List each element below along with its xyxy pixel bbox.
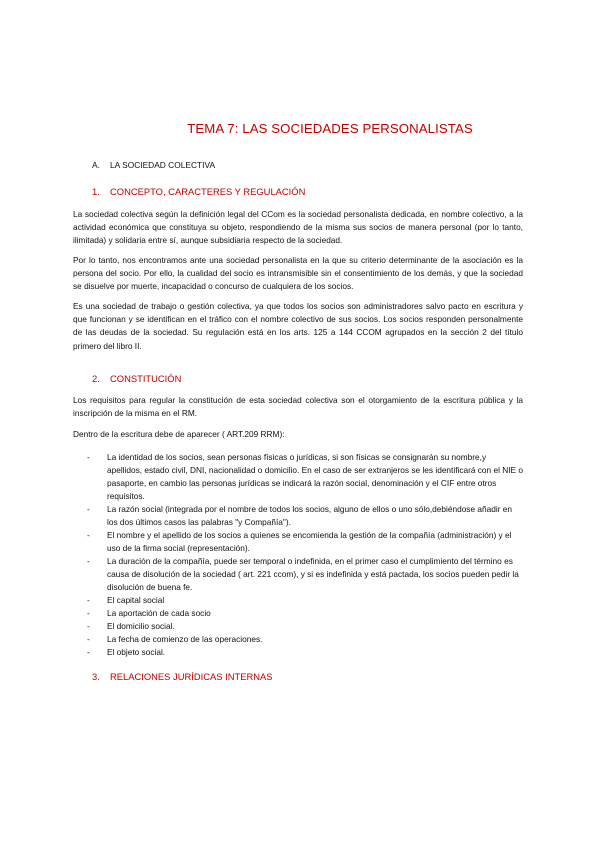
section-title: CONCEPTO, CARACTERES Y REGULACIÓN — [110, 186, 306, 197]
list-item-text: El objeto social. — [107, 647, 166, 657]
list-item — [87, 594, 523, 607]
list-item — [87, 646, 523, 659]
section-number: 3. — [92, 671, 100, 682]
list-item — [87, 620, 523, 633]
list-item-text: La aportación de cada socio — [107, 608, 211, 618]
list-item-text: La razón social (integrada por el nombre de todos los socios, alguno de ellos o uno sólo,debiéndose añadir en los dos últimos casos las palabras "y Compañía"). — [107, 504, 512, 527]
list-item — [87, 503, 523, 529]
bullet-dash: - — [87, 504, 90, 514]
list-item-text: El nombre y el apellido de los socios a quienes se encomienda la gestión de la compañía (administración) y el uso de la firma social (representación). — [107, 530, 512, 553]
paragraph: Dentro de la escritura debe de aparecer ( ART.209 RRM): — [73, 429, 285, 439]
paragraph: Por lo tanto, nos encontramos ante una sociedad personalista en la que su criterio determinante de la asociación es la persona del socio. Por ello, la cualidad del socio es intransmisible sin el consentimiento de los demás, y que la sociedad se disuelve por muerte, incapacidad o concurso de cualquiera de los socios. — [73, 255, 523, 292]
subsection-label: LA SOCIEDAD COLECTIVA — [110, 160, 216, 170]
list-item-text: La duración de la compañía, puede ser temporal o indefinida, en el primer caso el cumplimiento del término es causa de disolución de la sociedad ( art. 221 ccom), y si es indefinida y está pactada, los socios pueden pedir la disolución de buena fe. — [107, 556, 519, 592]
section-title: RELACIONES JURÍDICAS INTERNAS — [110, 671, 273, 682]
list-item — [87, 451, 523, 503]
subsection-heading — [92, 160, 215, 170]
subsection-letter: A. — [92, 160, 100, 170]
section-heading-3 — [92, 671, 273, 682]
section-number: 1. — [92, 186, 100, 197]
paragraph: Es una sociedad de trabajo o gestión colectiva, ya que todos los socios son administradores salvo pacto en escritura y que funcionan y se identifican en el tráfico con el nombre colectivo de sus socios. Los socios responden personalmente de las deudas de la sociedad. Su regulación está en los arts. 125 a 144 CCOM agrupados en la sección 2 del título primero del libro II. — [73, 301, 523, 351]
list-item-text: La identidad de los socios, sean personas físicas o jurídicas, si son físicas se consignarán su nombre,y apellidos, estado civil, DNI, nacionalidad o domicilio. En el caso de ser extranjeros se les identificará con el NIE o pasaporte, en cambio las personas jurídicas se indicará la razón social, denominación y el CIF entre otros requisitos. — [107, 452, 523, 501]
bullet-dash: - — [87, 621, 90, 631]
bullet-dash: - — [87, 634, 90, 644]
section-heading-2 — [92, 373, 181, 384]
bullet-dash: - — [87, 556, 90, 566]
list-item — [87, 555, 523, 594]
list-item-text: El domicilio social. — [107, 621, 175, 631]
page-title: TEMA 7: LAS SOCIEDADES PERSONALISTAS — [187, 121, 473, 136]
paragraph: La sociedad colectiva según la definición legal del CCom es la sociedad personalista dedicada, en nombre colectivo, a la actividad económica que constituya su objeto, respondiendo de la misma sus socios de manera personal (por lo tanto, ilimitada) y solidaria entre sí, aunque subsidiaria respecto de la sociedad. — [73, 209, 523, 246]
list-item — [87, 633, 523, 646]
list-item-text: La fecha de comienzo de las operaciones. — [107, 634, 263, 644]
section-number: 2. — [92, 373, 100, 384]
bullet-dash: - — [87, 647, 90, 657]
bullet-dash: - — [87, 595, 90, 605]
bullet-dash: - — [87, 608, 90, 618]
list-item-text: El capital social — [107, 595, 165, 605]
section-title: CONSTITUCIÓN — [110, 373, 182, 384]
section-heading-1 — [92, 186, 305, 197]
paragraph: Los requisitos para regular la constitución de esta sociedad colectiva son el otorgamiento de la escritura pública y la inscripción de la misma en el RM. — [73, 395, 523, 419]
list-item — [87, 607, 523, 620]
bullet-dash: - — [87, 530, 90, 540]
list-item — [87, 529, 523, 555]
bullet-dash: - — [87, 452, 90, 462]
requirements-list — [87, 451, 523, 659]
